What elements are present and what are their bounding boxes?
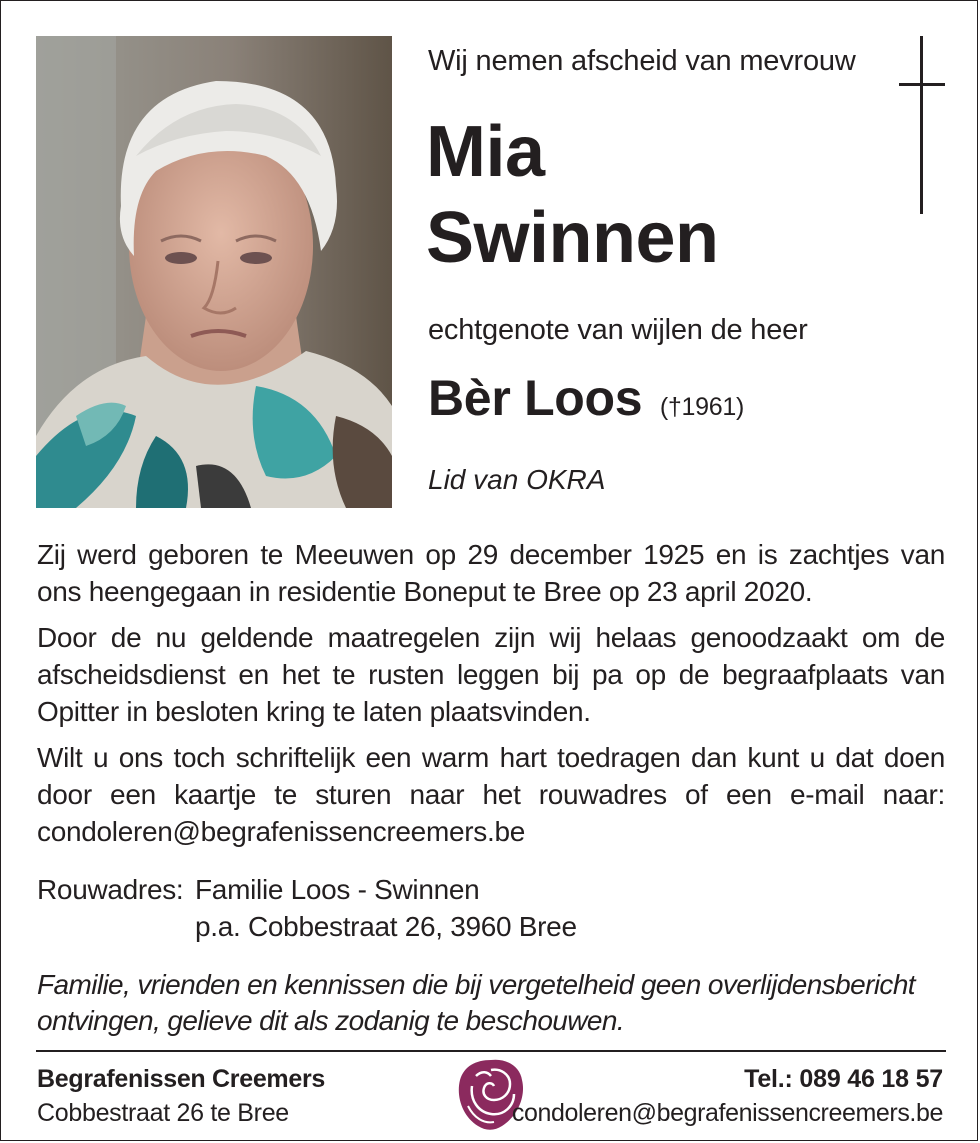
funeral-home-address: Cobbestraat 26 te Bree bbox=[37, 1099, 289, 1127]
address-line-1: Familie Loos - Swinnen bbox=[195, 874, 480, 905]
ceremony-paragraph: Door de nu geldende maatregelen zijn wij helaas genoodzaakt om de afscheidsdienst en het te rusten leggen bij pa op de begraafplaats van Opitter in besloten kring te laten plaatsvinden. bbox=[37, 622, 945, 727]
funeral-home-name: Begrafenissen Creemers bbox=[37, 1065, 325, 1093]
condolence-text: Wilt u ons toch schriftelijk een warm hart toedragen dan kunt u dat doen door een kaartje te sturen naar het rouwadres of een e-mail naar: bbox=[37, 742, 945, 810]
intro-text: Wij nemen afscheid van mevrouw bbox=[428, 45, 856, 77]
condolence-email[interactable]: condoleren@begrafenissencreemers.be bbox=[37, 816, 525, 847]
cross-icon bbox=[899, 36, 945, 214]
last-name: Swinnen bbox=[426, 198, 719, 278]
funeral-home-phone[interactable]: Tel.: 089 46 18 57 bbox=[744, 1065, 943, 1093]
funeral-home-email[interactable]: condoleren@begrafenissencreemers.be bbox=[511, 1099, 943, 1127]
birth-death-paragraph: Zij werd geboren te Meeuwen op 29 december 1925 en is zachtjes van ons heengegaan in residentie Boneput te Bree op 23 april 2020. bbox=[37, 539, 945, 607]
spouse-death-year: (†1961) bbox=[659, 393, 744, 421]
footer-divider bbox=[36, 1050, 946, 1052]
portrait-photo bbox=[36, 36, 392, 508]
mourning-address bbox=[37, 871, 577, 945]
spouse-line bbox=[428, 369, 744, 427]
obituary-body bbox=[37, 536, 945, 859]
spouse-intro-text: echtgenote van wijlen de heer bbox=[428, 314, 808, 346]
first-name: Mia bbox=[426, 112, 545, 192]
spouse-name: Bèr Loos bbox=[428, 370, 643, 426]
address-line-2: p.a. Cobbestraat 26, 3960 Bree bbox=[195, 911, 577, 942]
condolence-paragraph bbox=[37, 739, 945, 850]
address-label: Rouwadres: bbox=[37, 874, 184, 905]
membership-text: Lid van OKRA bbox=[428, 464, 606, 495]
notice-text: Familie, vrienden en kennissen die bij vergetelheid geen overlijdensbericht ontvingen, gelieve dit als zodanig te beschouwen. bbox=[37, 969, 915, 1036]
deceased-name bbox=[426, 109, 719, 281]
portrait-illustration bbox=[36, 36, 392, 508]
